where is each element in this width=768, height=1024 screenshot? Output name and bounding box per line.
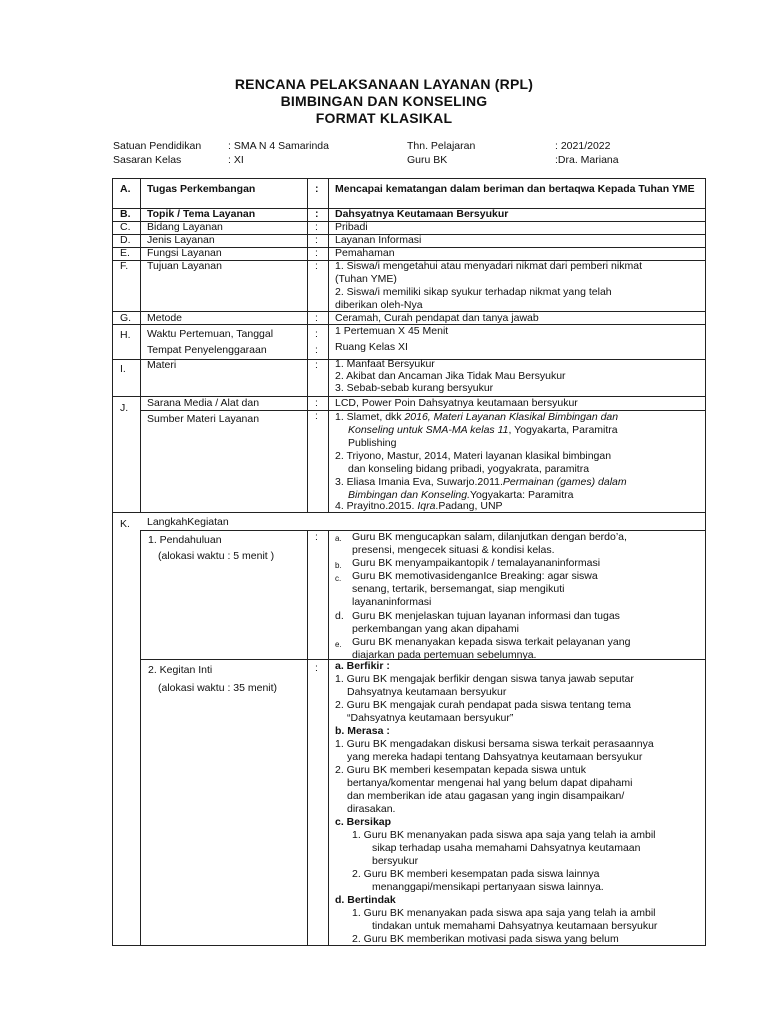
row-colon: : xyxy=(315,359,318,371)
row-letter: B. xyxy=(120,208,131,220)
inti-item: 1. Guru BK menanyakan pada siswa apa saja yang telah ia ambil xyxy=(352,829,656,841)
row-colon: : xyxy=(315,662,318,674)
row-colon: : xyxy=(315,183,319,195)
row-letter: E. xyxy=(120,247,130,259)
row-letter: J. xyxy=(120,402,129,414)
row-letter: H. xyxy=(120,329,131,341)
row-letter: I. xyxy=(120,363,126,375)
sumber-item: Bimbingan dan Konseling.Yogyakarta: Paramitra xyxy=(348,489,574,501)
inti-item: 2. Guru BK memberikan motivasi pada siswa yang belum xyxy=(352,933,619,945)
inti-section-head: d. Bertindak xyxy=(335,894,396,906)
tujuan-item: 1. Siswa/i mengetahui atau menyadari nikmat dari pemberi nikmat xyxy=(335,260,642,272)
sumber-item: 2. Triyono, Mastur, 2014, Materi layanan klasikal bimbingan xyxy=(335,450,612,462)
row-letter: C. xyxy=(120,221,131,233)
inti-section-head: a. Berfikir : xyxy=(335,660,390,672)
row-label: Sarana Media / Alat dan xyxy=(147,397,260,409)
table-divider xyxy=(328,530,329,660)
tahun-label: Thn. Pelajaran xyxy=(407,140,476,152)
row-letter: G. xyxy=(120,312,132,324)
row-colon: : xyxy=(315,312,318,324)
row-colon: : xyxy=(315,531,318,543)
sasaran-label: Sasaran Kelas xyxy=(113,154,182,166)
inti-item: bertanya/komentar mengenai hal yang belum dapat dipahami xyxy=(347,777,633,789)
inti-item: bersyukur xyxy=(372,855,419,867)
row-label: Metode xyxy=(147,312,183,324)
inti-item: 2. Guru BK memberi kesempatan pada siswa lainnya xyxy=(352,868,600,880)
row-label: Bidang Layanan xyxy=(147,221,223,233)
row-colon: : xyxy=(315,397,318,409)
row-label: LangkahKegiatan xyxy=(147,516,229,528)
pendahuluan-title: 1. Pendahuluan xyxy=(148,534,222,546)
row-content: Layanan Informasi xyxy=(335,234,422,246)
row-letter: A. xyxy=(120,183,131,195)
inti-item: tindakan untuk memahami Dahsyatnya keutamaan bersyukur xyxy=(372,920,658,932)
row-content: Ruang Kelas XI xyxy=(335,341,408,353)
row-content: Mencapai kematangan dalam beriman dan bertaqwa Kepada Tuhan YME xyxy=(335,183,695,195)
list-marker: b. xyxy=(335,561,342,570)
list-marker: a. xyxy=(335,534,342,543)
inti-title: 2. Kegitan Inti xyxy=(148,664,213,676)
inti-item: 1. Guru BK menanyakan pada siswa apa saja yang telah ia ambil xyxy=(352,907,656,919)
sumber-item: 4. Prayitno.2015. Iqra.Padang, UNP xyxy=(335,500,503,512)
row-content: Pribadi xyxy=(335,221,368,233)
inti-item: sikap terhadap usaha memahami Dahsyatnya keutamaan xyxy=(372,842,641,854)
pendahuluan-item: layananinformasi xyxy=(352,596,432,608)
document-title: RENCANA PELAKSANAAN LAYANAN (RPL) xyxy=(234,76,534,92)
table-divider xyxy=(307,659,308,946)
inti-item: 1. Guru BK mengajak berfikir dengan siswa tanya jawab seputar xyxy=(335,673,634,685)
row-label: Topik / Tema Layanan xyxy=(147,208,256,220)
row-colon: : xyxy=(315,328,318,340)
guru-value: :Dra. Mariana xyxy=(555,154,619,166)
sumber-item: Konseling untuk SMA-MA kelas 11, Yogyakarta, Paramitra xyxy=(348,424,618,436)
pendahuluan-item: Guru BK mengucapkan salam, dilanjutkan dengan berdo’a, xyxy=(352,531,627,543)
inti-item: menanggapi/mensikapi pertanyaan siswa lainnya. xyxy=(372,881,604,893)
row-label: Fungsi Layanan xyxy=(147,247,222,259)
row-colon: : xyxy=(315,221,318,233)
materi-item: 1. Manfaat Bersyukur xyxy=(335,358,435,370)
sasaran-value: : XI xyxy=(228,154,244,166)
row-label: Tugas Perkembangan xyxy=(147,183,256,195)
satuan-label: Satuan Pendidikan xyxy=(113,140,202,152)
inti-section-head: b. Merasa : xyxy=(335,725,390,737)
sumber-item: Publishing xyxy=(348,437,397,449)
materi-item: 3. Sebab-sebab kurang bersyukur xyxy=(335,382,494,394)
table-divider xyxy=(328,659,329,946)
tujuan-item: diberikan oleh-Nya xyxy=(335,299,423,311)
list-marker: d. xyxy=(335,610,344,622)
pendahuluan-time: (alokasi waktu : 5 menit ) xyxy=(158,550,275,562)
inti-item: Dahsyatnya keutamaan bersyukur xyxy=(347,686,507,698)
list-marker: e. xyxy=(335,640,342,649)
table-divider xyxy=(307,530,308,660)
sumber-item: dan konseling bidang pribadi, yogyakrata, paramitra xyxy=(348,463,590,475)
row-label: Materi xyxy=(147,359,177,371)
pendahuluan-item: presensi, mengecek situasi & kondisi kelas. xyxy=(352,544,555,556)
row-label: Tujuan Layanan xyxy=(147,260,222,272)
sumber-item: 1. Slamet, dkk 2016, Materi Layanan Klasikal Bimbingan dan xyxy=(335,411,619,423)
row-colon: : xyxy=(315,208,319,220)
row-content: Pemahaman xyxy=(335,247,395,259)
pendahuluan-item: perkembangan yang akan dipahami xyxy=(352,623,519,635)
pendahuluan-item: senang, tertarik, bersemangat, siap mengikuti xyxy=(352,583,565,595)
table-divider xyxy=(307,178,308,512)
row-label: Jenis Layanan xyxy=(147,234,215,246)
table-divider xyxy=(328,178,329,512)
row-letter: F. xyxy=(120,260,129,272)
inti-item: 1. Guru BK mengadakan diskusi bersama siswa terkait perasaannya xyxy=(335,738,654,750)
pendahuluan-item: Guru BK memotivasidenganIce Breaking: agar siswa xyxy=(352,570,598,582)
guru-label: Guru BK xyxy=(407,154,448,166)
inti-item: dan memberikan ide atau gagasan yang ingin disampaikan/ xyxy=(347,790,625,802)
row-label: Tempat Penyelenggaraan xyxy=(147,344,267,356)
tujuan-item: 2. Siswa/i memiliki sikap syukur terhadap nikmat yang telah xyxy=(335,286,612,298)
row-letter: D. xyxy=(120,234,131,246)
tahun-value: : 2021/2022 xyxy=(555,140,611,152)
row-content: LCD, Power Poin Dahsyatnya keutamaan bersyukur xyxy=(335,397,578,409)
table-divider xyxy=(140,178,141,512)
materi-item: 2. Akibat dan Ancaman Jika Tidak Mau Bersyukur xyxy=(335,370,566,382)
inti-item: “Dahsyatnya keutamaan bersyukur” xyxy=(347,712,514,724)
sumber-item: 3. Eliasa Imania Eva, Suwarjo.2011.Permainan (games) dalam xyxy=(335,476,627,488)
row-colon: : xyxy=(315,247,318,259)
inti-time: (alokasi waktu : 35 menit) xyxy=(158,682,278,694)
document-format: FORMAT KLASIKAL xyxy=(315,110,453,126)
list-marker: c. xyxy=(335,574,342,583)
satuan-value: : SMA N 4 Samarinda xyxy=(228,140,329,152)
row-content: Ceramah, Curah pendapat dan tanya jawab xyxy=(335,312,539,324)
row-label: Waktu Pertemuan, Tanggal xyxy=(147,328,274,340)
inti-item: dirasakan. xyxy=(347,803,396,815)
inti-item: yang mereka hadapi tentang Dahsyatnya keutamaan bersyukur xyxy=(347,751,643,763)
row-colon: : xyxy=(315,410,318,422)
row-content: 1 Pertemuan X 45 Menit xyxy=(335,325,449,337)
inti-item: 2. Guru BK mengajak curah pendapat pada siswa tentang tema xyxy=(335,699,631,711)
pendahuluan-item: diajarkan pada pertemuan sebelumnya. xyxy=(352,649,537,661)
row-label: Sumber Materi Layanan xyxy=(147,413,260,425)
row-letter: K. xyxy=(120,518,130,530)
inti-item: 2. Guru BK memberi kesempatan kepada siswa untuk xyxy=(335,764,586,776)
pendahuluan-item: Guru BK menanyakan kepada siswa terkait pelayanan yang xyxy=(352,636,631,648)
row-colon: : xyxy=(315,344,318,356)
row-colon: : xyxy=(315,234,318,246)
pendahuluan-item: Guru BK menyampaikantopik / temalayananinformasi xyxy=(352,557,601,569)
row-colon: : xyxy=(315,260,318,272)
inti-section-head: c. Bersikap xyxy=(335,816,392,828)
pendahuluan-item: Guru BK menjelaskan tujuan layanan informasi dan tugas xyxy=(352,610,620,622)
tujuan-item: (Tuhan YME) xyxy=(335,273,397,285)
row-content: Dahsyatnya Keutamaan Bersyukur xyxy=(335,208,509,220)
document-subtitle: BIMBINGAN DAN KONSELING xyxy=(280,93,488,109)
